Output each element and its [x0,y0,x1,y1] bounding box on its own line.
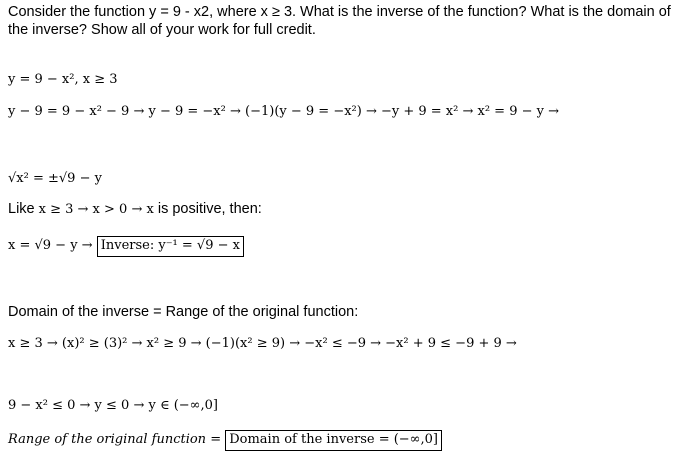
positivity-math: x ≥ 3 → x > 0 → x [38,202,154,217]
problem-statement: Consider the function y = 9 - x2, where x ≥ 3. What is the inverse of the function? What is the domain of the inverse? Show all of your work for full credit. [8,4,671,38]
domain-result-box: Domain of the inverse = (−∞,0] [225,430,442,451]
positivity-suffix: is positive, then: [153,201,262,217]
equation-square-root: √x² = ±√9 − y [8,171,102,186]
inverse-result-box: Inverse: y⁻¹ = √9 − x [97,236,244,257]
positivity-statement [8,201,262,217]
range-derivation-steps: x ≥ 3 → (x)² ≥ (3)² → x² ≥ 9 → (−1)(x² ≥ 9) → −x² ≤ −9 → −x² + 9 ≤ −9 + 9 → [8,336,517,351]
range-result-line: 9 − x² ≤ 0 → y ≤ 0 → y ∈ (−∞,0] [8,398,218,413]
equation-original-function: y = 9 − x², x ≥ 3 [8,72,118,87]
equation-solve-steps: y − 9 = 9 − x² − 9 → y − 9 = −x² → (−1)(y − 9 = −x²) → −y + 9 = x² → x² = 9 − y → [8,104,560,119]
domain-range-statement: Domain of the inverse = Range of the original function: [8,304,359,320]
range-label: Range of the original function = [8,432,222,447]
final-answer-line [8,430,442,451]
inverse-derivation: x = √9 − y → [8,238,93,253]
inverse-equation-line [8,236,244,257]
positivity-prefix: Like [8,201,39,217]
